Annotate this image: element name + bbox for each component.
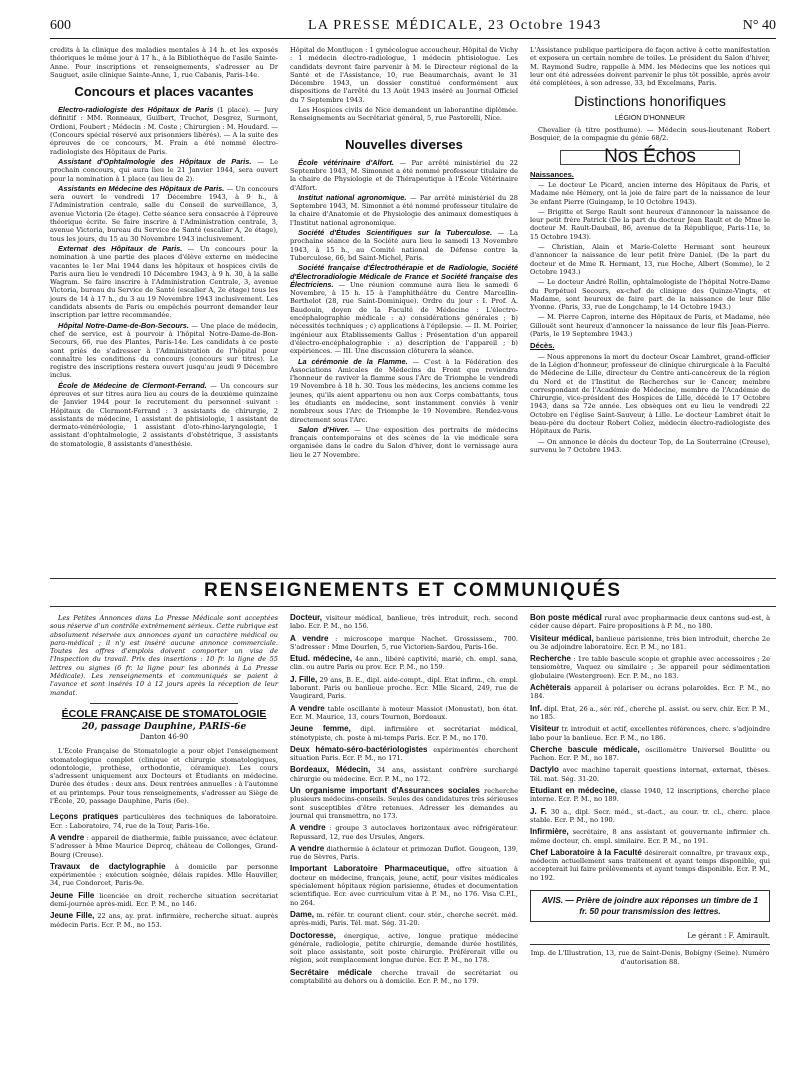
news-item-heading: Assistants en Médecine des Hôpitaux de Paris. [58, 183, 225, 193]
ecole-text: L'École Française de Stomatologie a pour objet l'enseignement stomatologique complet (clinique et chirurgie stomatologiques, odontologie, prothèse, orthodontie, céramique). Les cours s'adressent uniquement aux Docteurs et Étudiants en médecine. Durée des études : deux ans. Deux rentrées annuelles : à l'automne et au printemps. Pour tous renseignements, s'adresser au Siège de l'École, 20, passage Dauphine, Paris (6e). [50, 747, 278, 806]
ad-heading: Dame, [290, 909, 315, 919]
news-item-heading: École vétérinaire d'Alfort. [298, 157, 394, 167]
ad-heading: Recherche [530, 654, 571, 664]
news-item-text: — Par arrêté ministériel du 28 Septembre 1943, M. Simonnet a été nommé professeur titulaire de la chaire d'Anatomie et de Physiologie des animaux domestiques à l'Institut national agronomique. [290, 193, 518, 227]
classified-ad [290, 969, 518, 986]
naissances-heading: Naissances. [530, 169, 574, 179]
news-item-heading: La cérémonie de la Flamme. [298, 356, 408, 366]
news-item [290, 426, 518, 459]
divider [90, 703, 238, 704]
ad-heading: Docteur, [290, 613, 323, 622]
classified-ad [530, 614, 770, 631]
ad-text: : 1re table bascule scopie et graphie avec accessoires ; 2e tensiomètre, Vaquez ou similaire ; 3e appareil pour sédimentation globulaire (Westergreen). Ecr. P. M., no 183. [530, 655, 770, 680]
classified-ad [290, 911, 518, 928]
ad-heading: Infirmière, [530, 827, 569, 837]
news-item-text: — Une place de médecin, chef de service, est à pourvoir à l'hôpital Notre-Dame-de-Bon-Secours, 66, rue des Plantes, Paris-14e. Les candidats à ce poste sont priés de s'adresser à l'Administration de l'hôpital pour connaître les conditions du concours (concours sur titres). Le registre des inscriptions restera ouvert jusqu'au jeudi 9 Décembre inclus. [50, 321, 278, 380]
ad-text: particulières des techniques de laboratoire. Ecr. : Laboratoire, 74, rue de la Tour, Paris-16e. [50, 813, 278, 830]
classified-ad [530, 849, 770, 882]
ad-text: table oscillante à moteur Massiot (Monustat), bon état. Ecr. M. Maurice, 13, cours Tournon, Bordeaux. [290, 704, 519, 721]
ad-text: recherche plusieurs médecins-conseils. Seules des candidatures très sérieuses sont susceptibles d'être retenues. Adresser les demandes au journal qui transmettra, no 173. [290, 787, 518, 820]
ecole-telephone: Danton 46-90 [139, 732, 189, 741]
ad-text: m. référ. tr. courant client. cour. stér., cherche secrét. méd. après-midi, Paris. Tél. mat. Ség. 31-20. [290, 910, 518, 928]
ad-text: classe 1940, 12 inscriptions, cherche place interne. Ecr. P. M., no 189. [530, 787, 771, 804]
ad-text: désirerait connaître, pr travaux exp., médecin actuellement sans traitement et ayant temps disponible, qui accepterait lui faire prélèvements et ayant temps disponible. Ecr. P. M., no 192. [530, 848, 770, 882]
classified-ad [530, 808, 770, 825]
ad-text: cherche travail de secrétariat ou comptabilité au dehors ou à domicile. Ecr. P. M., no 179. [290, 968, 518, 985]
news-item-text: — Le prochain concours, qui aura lieu le 21 Janvier 1944, sera ouvert pour la nomination à 1 place (au lieu de 2). [50, 157, 278, 183]
imprimeur: Imp. de L'Illustration, 13, rue de Saint-Denis, Bobigny (Seine). Numéro d'autorisation 88. [530, 949, 770, 966]
section-title-distinctions: Distinctions honorifiques [574, 93, 726, 110]
ecole-title: ÉCOLE FRANÇAISE DE STOMATOLOGIE [61, 707, 267, 720]
classified-ad [290, 725, 518, 742]
lower-column-3 [530, 614, 770, 966]
classified-ad [50, 892, 278, 909]
classified-ad [290, 614, 518, 631]
ad-text: à domicile par personne expérimentée ; exécution soignée, délais rapides. Mlle Hauviller, 34, rue Condorcet, Paris-9e. [50, 862, 278, 888]
news-item [50, 382, 278, 448]
ad-heading: Deux hémato-séro-bactériologistes [290, 744, 428, 754]
deces-heading: Décès. [530, 341, 555, 351]
column-3 [530, 46, 770, 456]
news-item-text: — C'est à la Fédération des Associations Amicales de Médecins du Front que reviendra l'honneur de raviver la flamme sous l'Arc de Triomphe le vendredi 19 Novembre à 18 h. 30. Tous les médecins, les anciens comme les jeunes, qu'ils aient appartenu ou non aux Corps combattants, tous les étudiants en médecine, sont instamment conviés à venir nombreux sous l'Arc de Triomphe le 19 Novembre. Rendez-vous directement sous l'Arc. [290, 357, 518, 424]
birth-notice: — Christian, Alain et Marie-Colette Hermant sont heureux d'annoncer la naissance de leur petit frère Daniel. (De la part du docteur et de Mme R. Hermant, 13, rue Hoche, Albert (Somme), le 2 Octobre 1943.) [530, 243, 770, 276]
birth-notice: — Brigitte et Serge Rault sont heureux d'annoncer la naissance de leur petit frère Patrick (De la part du docteur Jean Rault et de Mme le docteur M. Rault-Daubail, 86, avenue de la République, Paris-11e, le 15 Octobre 1943). [530, 207, 770, 241]
news-item-text: — Par arrêté ministériel du 22 Septembre 1943, M. Simonnet a été nommé professeur titulaire de la chaire de Physiologie et de Thérapeutique à l'École Vétérinaire d'Alfort. [290, 158, 518, 192]
ad-text: rural avec propharmacie deux cantons sud-est, à céder cause départ. Faire propositions à P. M., no 180. [530, 614, 771, 631]
news-item-text: — La prochaine séance de la Société aura lieu le samedi 13 Novembre 1943, à 15 h., au Comité national de Défense contre la Tuberculose, 66, bd Saint-Michel, Paris. [290, 229, 518, 262]
news-item [50, 185, 278, 243]
ad-heading: Cherche bascule médicale, [530, 744, 640, 754]
ad-heading: Leçons pratiques [50, 812, 119, 822]
news-item-text: — Un concours sera ouvert le vendredi 17 Décembre 1943, à 9 h., à l'Administration centrale, salle du Conseil de surveillance, 3, avenue Victoria (2e étage). Cette séance sera consacrée à l'épreuve théorique écrite. Se faire inscrire à l'Administration centrale, 3, avenue Victoria, bureau du Service de Santé (escalier A, 2e étage), tous les jours, du 15 au 30 Novembre 1943 inclusivement. [50, 184, 278, 243]
news-item-text: — Un concours sur épreuves et sur titres aura lieu au cours de la deuxième quinzaine de Janvier 1944 pour le recrutement du personnel suivant : Hôpitaux de Clermont-Ferrand : 3 assistants de chirurgie, 2 assistants de médecine, 1 assistant de phtisiologie, 1 assistant de dermato-vénéréologie, 1 assistant d'oto-rhino-laryngologie, 1 assistant d'ophtalmologie, 2 assistants d'obstétrique, 3 assistants de stomatologie, 8 assistants d'anesthésie. [50, 381, 278, 448]
bottom-rule [50, 606, 776, 607]
classified-ad [530, 766, 770, 783]
ad-heading: J. Fille, [290, 674, 318, 684]
annonces-notice: Les Petites Annonces dans La Presse Médicale sont acceptées sous réserve d'un contrôle extrêmement sérieux. Cette rubrique est absolument réservée aux annonces ayant un caractère médical ou para-médical ; il n'y est inséré aucune annonce commerciale. Toutes les offres d'emplois doivent comporter un visa de l'Inspection du travail. Prix des insertions : 10 fr. la ligne de 55 lettres ou signes (6 fr. la ligne pour les abonnés à La Presse Médicale). Les renseignements et communiqués se paient à l'avance et sont insérés 10 à 12 jours après la réception de leur mandat. [50, 614, 278, 697]
section-title-echos: Nos Échos [560, 150, 740, 164]
ad-heading: Visiteur [530, 724, 560, 734]
ad-text: : microscope marque Nachet. Grossissem., 700. S'adresser : Mme Dourlen, 5, rue Victorien-Sardou, Paris-16e. [290, 634, 519, 651]
classified-ad [290, 655, 518, 672]
classified-ad [50, 834, 278, 859]
news-item-text: (1 place). — Jury définitif : MM. Ronneaux, Guilbert, Truchot, Desgrez, Surmont, Ordioni, Foubert ; Médecin : M. Coste ; Chirurgien : M. Houdard. — (Concours spécial réservé aux prisonniers libérés). — A la suite des épreuves de ce concours, M. Frain a été nommé électro-radiologiste des Hôpitaux de Paris. [50, 106, 278, 156]
news-item [290, 264, 518, 355]
news-item-heading: Société d'Études Scientifiques sur la Tuberculose. [298, 228, 493, 238]
news-item-heading: Société française d'Électrothérapie et de Radiologie, Société d'Électroradiologie Médicale de France et Société française des Électriciens. [290, 263, 518, 289]
column-2 [290, 46, 518, 461]
birth-notice: — Le docteur Le Picard, ancien interne des Hôpitaux de Paris, et Madame née Hémery, ont la joie de faire part de la naissance de leur 3e enfant Pierre (Guingamp, le 10 Octobre 1943). [530, 180, 770, 206]
news-item-heading: Electro-radiologiste des Hôpitaux de Paris [58, 105, 214, 115]
ad-text: tr. introduit et actif, excellentes références, cherc. s'adjoindre labo pour la banlieue. Ecr. P. M., no 186. [530, 725, 770, 742]
ad-heading: Achèterais [530, 683, 571, 693]
avis-box: AVIS. — Prière de joindre aux réponses un timbre de 1 fr. 50 pour transmission des lettres. [530, 890, 770, 922]
ad-heading: Visiteur médical, [530, 633, 594, 643]
ad-heading: Etud. médecine, [290, 654, 353, 664]
classified-ad [290, 635, 518, 652]
news-item-text: — Une réunion commune aura lieu le samedi 6 Novembre, à 15 h. 15 à l'amphithéâtre du Centre Marcellin-Berthelot (28, rue Saint-Dominique). Ordre du jour : I. Prof. A. Baudouin, doyen de la Faculté de Médecine : L'électro-encéphalographie médicale : a) considérations générales ; b) nécessités techniques ; c) applications à l'épilepsie. — II. M. Poirier, ingénieur aux Établissements Gallus : Présentation d'un appareil d'électro-encéphalographie : a) description de l'appareil ; b) expériences. — III. Une discussion clôturera la séance. [290, 280, 518, 356]
news-item-text: — Un concours pour la nomination à une partie des places d'élève externe en médecine vacantes le 1er Mai 1944 dans les hôpitaux et hospices civils de Paris aura lieu le vendredi 10 Décembre 1943, à 9 h. 30, à la salle Wagram. Se faire inscrire à l'Administration Centrale, 3, avenue Victoria, bureau du Service de Santé (escalier A, 2e étage) tous les jours de 14 à 17 h., du 3 au 19 Novembre 1943 inclusivement. Les candidats absents de Paris ou empêchés pourront demander leur inscription par lettre recommandée. [50, 244, 278, 320]
classified-ad [290, 845, 518, 862]
news-item-text: — Une exposition des portraits de médecins français contemporains et des scènes de la vie médicale sera organisée dans le cadre du Salon d'hiver, dont le vernissage aura lieu le 27 Novembre. [290, 425, 518, 459]
ad-heading: A vendre [290, 633, 329, 643]
news-item [290, 229, 518, 262]
col2-intro: Hôpital de Montluçon : 1 gynécologue accoucheur. Hôpital de Vichy : 1 médecin électro-radiologue, 1 médecin phtisiologue. Les candidats devront faire parvenir à M. le Directeur régional de la Santé et de l'Assistance, 10, rue Beaumarchais, avant le 31 Décembre 1943, un dossier constitué conformément aux dispositions de l'arrêté du 13 Août 1943 inséré au Journal Officiel du 7 Septembre 1943. [290, 46, 518, 104]
ad-text: secrétaire, 8 ans assistant et gouvernante infirmier ch. même docteur, ch. empl. similaire. Ecr. P. M., no 191. [530, 828, 770, 845]
ad-text: dipl. Etat, 26 a., sér. réf., cherche pl. assist. ou serv. chir. Ecr. P. M., no 185. [530, 704, 770, 721]
ad-text: banlieue parisienne, très bien introduit, cherche 2e ou 3e adjoindre laboratoire. Ecr. P. M., no 181. [530, 634, 770, 651]
page-header [50, 18, 776, 39]
ad-heading: Inf. [530, 703, 542, 713]
news-item [50, 106, 278, 156]
ad-text: appareil à polariser ou écrans polaroïdes. Ecr. P. M., no 184. [530, 684, 770, 701]
ad-heading: Dactylo [530, 765, 559, 775]
classified-ad [50, 912, 278, 929]
ad-heading: A vendre [290, 823, 326, 833]
ad-text: 29 ans, B. E., dipl. aide-compt., dipl. Etat infirm., ch. empl. laborant. Paris ou banlieue proche. Ecr. Mlle Sicard, 249, rue de Vaugirard, Paris. [290, 675, 518, 701]
classified-ad [290, 932, 518, 965]
ad-heading: Jeune femme, [290, 724, 351, 734]
classified-ad [530, 684, 770, 701]
ad-heading: Bordeaux, Médecin, [290, 765, 371, 775]
column-1 [50, 46, 278, 450]
ad-heading: Travaux de dactylographie [50, 861, 166, 871]
ad-text: : groupe 3 autoclaves horizontaux avec réfrigérateur. Repussard, 12, rue des Ursules, Angers. [290, 824, 518, 841]
ad-heading: Un organisme important d'Assurances sociales [290, 786, 480, 796]
death-notice: — On annonce le décès du docteur Top, de La Souterraine (Creuse), survenu le 7 Octobre 1943. [530, 437, 770, 454]
lower-column-2 [290, 614, 518, 989]
ecole-address: 20, passage Dauphine, PARIS-6e [81, 721, 247, 732]
news-item-heading: Assistant d'Ophtalmologie des Hôpitaux de Paris. [58, 156, 252, 166]
death-notice: — Nous apprenons la mort du docteur Oscar Lambret, grand-officier de la Légion d'honneur, professeur de clinique chirurgicale à la Faculté de Médecine de Lille, directeur du Centre anti-cancéreux de la région du Nord et de l'Institut de Recherches sur le Cancer, membre correspondant de l'Académie de Médecine, membre de l'Académie de Chirurgie, vice-président des Hospices de Lille, décédé le 17 Octobre 1943, dans sa 72e année. Les obsèques ont eu lieu le vendredi 22 Octobre en l'église Saint-Sauveur, à Lille. Le docteur Lambret était le beau-père du docteur Robert Coliez, médecin électro-radiologiste des Hôpitaux de Paris. [530, 352, 770, 436]
news-item-heading: Institut national agronomique. [298, 192, 407, 202]
classified-ad [290, 824, 518, 841]
legion-heading: LÉGION D'HONNEUR [614, 115, 686, 123]
classified-ad [530, 635, 770, 652]
news-item [290, 194, 518, 227]
classified-ad [50, 813, 278, 830]
news-item [50, 322, 278, 380]
ad-heading: A vendre [290, 703, 325, 713]
col1-intro: credits à la clinique des maladies mentales à 14 h. et les exposés théoriques le même jour à 17 h., à la Bibliothèque de l'asile Sainte-Anne. Pour inscriptions et renseignements, s'adresser au Dr Sauguet, asile clinique Sainte-Anne, 1, rue Cabanis, Paris-14e. [50, 46, 278, 79]
ad-text: avec machine taperait questions internat, externat, thèses. Tél. mat. Ség. 31-20. [530, 766, 770, 783]
classified-ad [290, 787, 518, 820]
top-rule [50, 578, 776, 579]
classified-ad [50, 863, 278, 888]
news-item [290, 358, 518, 424]
news-item-heading: École de Médecine de Clermont-Ferrand. [58, 380, 207, 390]
ad-text: licenciée en droit recherche situation secrétariat demi-journée après-midi. Ecr. P. M., no 146. [50, 891, 278, 909]
col2-hospices: Les Hospices civils de Nice demandent un laborantine diplômée. Renseignements au Secrétariat général, 5, rue Pastorelli, Nice. [290, 106, 518, 123]
gerant: Le gérant : F. Amirault. [530, 932, 770, 945]
news-item-heading: Externat des Hôpitaux de Paris. [58, 243, 183, 253]
ad-text: 22 ans, ay. prat. infirmière, recherche situat. auprès médecin Paris. Ecr. P. M., no 153. [50, 912, 278, 929]
news-item [290, 159, 518, 192]
page-number: 600 [50, 18, 71, 33]
ad-text: 34 ans, assistant confrère surchargé chirurgie ou médecine. Ecr. P. M., no 172. [290, 766, 518, 783]
ad-heading: Etudiant en médecine, [530, 786, 618, 796]
ad-text: : appareil de diathermie, faible puissance, avec éclateur. S'adresser à Mme Maurice Deprcq, château de Collonges, Grand-Bourg (Creuse). [50, 833, 279, 859]
ad-heading: Jeune Fille, [50, 911, 95, 921]
news-item [50, 245, 278, 320]
classified-ad [530, 828, 770, 845]
section-title-concours: Concours et places vacantes [74, 84, 254, 100]
classified-ad [530, 655, 770, 680]
classified-ad [290, 705, 518, 722]
birth-notice: — Le docteur André Rollin, ophtalmologiste de l'hôpital Notre-Dame du Perpétuel Secours, ex-chef de clinique des Quinze-Vingts, et Madame, sont heureux de faire part de la naissance de leur fille Yvonne. (Paris, 33, rue de Longchamp, le 14 Octobre 1943.) [530, 278, 770, 312]
legion-text: Chevalier (à titre posthume). — Médecin sous-lieutenant Robert Bosquier, de la compagnie du génie 68/2. [530, 125, 770, 143]
ad-heading: Bon poste médical [530, 613, 602, 622]
ad-heading: Important Laboratoire Pharmaceutique, [290, 864, 449, 874]
classified-ad [530, 705, 770, 722]
section-title-nouvelles: Nouvelles diverses [345, 136, 463, 152]
masthead: LA PRESSE MÉDICALE, 23 Octobre 1943 [308, 18, 602, 33]
classified-ad [290, 865, 518, 906]
ad-text: offre situation à docteur en médecine, français, jeune, actif, pour visites médicales spécialement hôpitaux région parisienne, études et documentation scientifique. Ecr. avec curriculum vitæ à P. M., no 176. Visa C.P.I., no 264. [290, 865, 518, 907]
classified-ad [290, 676, 518, 701]
classified-ad [530, 746, 770, 763]
ad-text: oscillomètre Universel Boulitte ou Pachon. Ecr. P. M., no 187. [530, 745, 770, 763]
ad-text: 30 a., dipl. Secr. méd., st.-dact., au cour. tr. cl., cherc. place stable. Ecr. P. M., no 190. [530, 807, 770, 824]
renseignements-title: RENSEIGNEMENTS ET COMMUNIQUÉS [204, 580, 622, 601]
classified-ad [530, 725, 770, 742]
ad-text: expérimentés cherchent situation Paris. Ecr. P. M., no 171. [290, 745, 518, 763]
classified-ad [290, 746, 518, 763]
ad-heading: Doctoresse, [290, 930, 336, 940]
ad-heading: Chef Laboratoire à la Faculté [530, 847, 642, 857]
col3-intro: L'Assistance publique participera de façon active à cette manifestation et exposera un certain nombre de toiles. Le président du Salon d'hiver, M. Raymond Sudre, rappelle à MM. les Médecins que les notices qui leur ont été adressées doivent parvenir le plus tôt possible, après avoir été complétées, à son adresse, 33, bd Excelmans, Paris. [530, 46, 770, 88]
ad-heading: Secrétaire médicale [290, 967, 373, 977]
news-item-heading: Hôpital Notre-Dame-de-Bon-Secours. [58, 320, 189, 330]
news-item [50, 158, 278, 183]
ad-text: visiteur médical, banlieue, très introduit, rech. second labo. Ecr. P. M., no 156. [290, 614, 518, 631]
birth-notice: — M. Pierre Capron, interne des Hôpitaux de Paris, et Madame, née Gillouët sont heureux d'annoncer la naissance de leur fils Jean-Pierre. (Paris, le 19 Septembre 1943.) [530, 313, 770, 339]
ad-heading: A vendre [290, 843, 325, 853]
ad-text: diathermie à éclateur et primozan Duflot. Gougeon, 139, rue de Sèvres, Paris. [290, 844, 519, 862]
ad-heading: J. F. [530, 806, 547, 816]
issue-number: N° 40 [742, 18, 776, 33]
classified-ad [530, 787, 770, 804]
news-item-heading: Salon d'Hiver. [298, 424, 350, 434]
ad-heading: A vendre [50, 832, 85, 842]
classified-ad [290, 766, 518, 783]
ad-text: dipl. infirmière et secrétariat médical, sténotypiste, ch. poste à mi-temps Paris. Ecr. P. M., no 170. [290, 725, 519, 742]
lower-column-1 [50, 614, 278, 933]
ad-text: 4e ann., libéré captivité, marié, ch. empl. sana, clin. ou autre Paris ou prov. Ecr. P. M., no 159. [290, 655, 519, 672]
ad-text: énergique, active, longue pratique médecine générale, radiologie, petite chirurgie, demande durée hostilités, soit place assistante, soit poste chirurgie. Préférerait ville ou région, soit remplacement longue durée. Ecr. P. M., no 178. [290, 931, 518, 965]
ad-heading: Jeune Fille [50, 890, 95, 900]
